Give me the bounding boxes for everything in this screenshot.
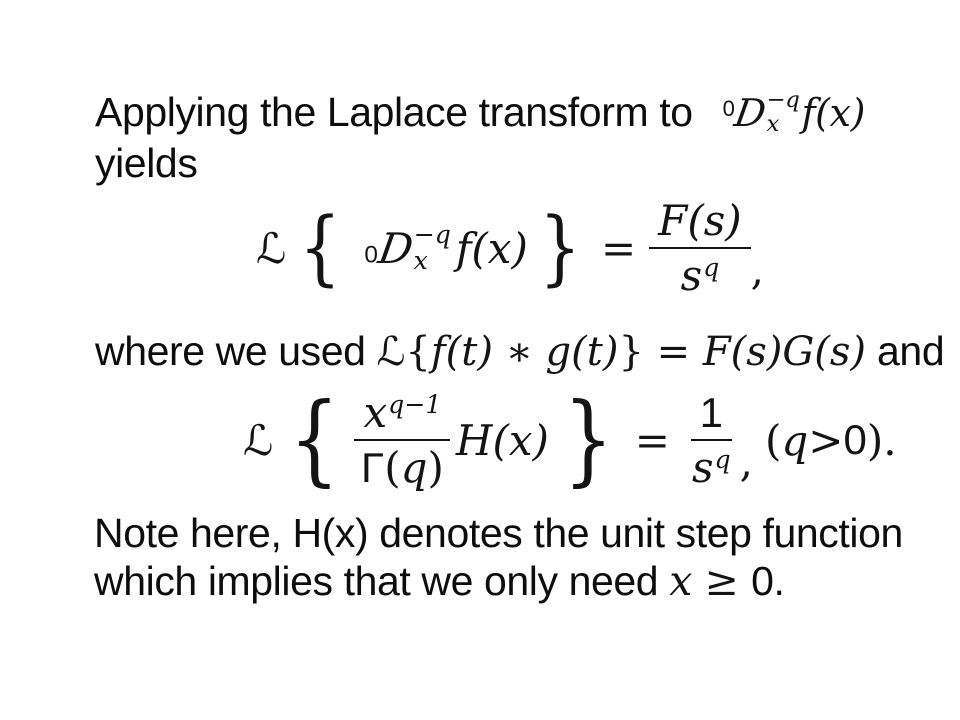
fraction-denominator xyxy=(352,441,453,491)
left-brace: { xyxy=(299,200,342,296)
fraction-numerator xyxy=(354,389,450,441)
greater-than: > xyxy=(808,415,844,465)
right-brace: } xyxy=(539,200,581,296)
f-of-t: f(t) xyxy=(430,329,493,375)
left-brace: { xyxy=(405,329,431,375)
fraction-xq1-over-gamma xyxy=(352,389,453,491)
intro-line2-text: yields xyxy=(95,140,198,187)
convolution-operator: ∗ xyxy=(492,329,546,375)
fraction-1-over-sq xyxy=(683,389,740,491)
fraction-numerator: 1 xyxy=(691,389,732,441)
step-function-Hx: H(x) xyxy=(455,415,549,465)
laplace-symbol: ℒ xyxy=(376,329,406,375)
math-rhs-zero-period: 0. xyxy=(751,558,785,604)
fraction-numerator: F(s) xyxy=(649,197,750,249)
fraction-denominator xyxy=(672,249,729,299)
trailing-comma: , xyxy=(739,436,753,486)
subscript-x: x xyxy=(413,246,428,275)
fraction-denominator xyxy=(683,441,740,491)
trailing-comma: , xyxy=(750,244,764,294)
paragraph-note xyxy=(94,509,934,605)
laplace-symbol: ℒ xyxy=(256,223,287,273)
gamma-symbol: Γ xyxy=(361,444,385,491)
num-exponent-q-minus-1: q−1 xyxy=(388,390,442,420)
fraction-Fs-over-sq xyxy=(649,197,750,299)
close-paren-period: ). xyxy=(866,415,897,465)
close-paren: ) xyxy=(427,443,444,492)
den-base-s: s xyxy=(680,251,703,300)
presubscript-zero: 0 xyxy=(364,242,378,270)
script-d-operator: D xyxy=(375,223,417,273)
inline-math-fractional-operator xyxy=(723,89,865,137)
operand-fx: f(x) xyxy=(801,91,865,136)
g-of-t: g(t) xyxy=(545,329,619,375)
note-line2 xyxy=(94,557,934,605)
intro-line1-text: Applying the Laplace transform to xyxy=(95,89,693,135)
right-brace: } xyxy=(618,329,644,375)
num-base-x: x xyxy=(363,387,388,437)
condition-q-positive xyxy=(765,416,897,465)
operand-fx: f(x) xyxy=(455,223,528,273)
condition-var-q: q xyxy=(781,415,809,465)
operator-group xyxy=(364,219,528,275)
script-d-operator: D xyxy=(731,91,770,136)
equation-laplace-of-power-step xyxy=(243,381,897,497)
left-brace: { xyxy=(289,381,340,497)
paragraph-intro xyxy=(95,88,925,187)
den-base-s: s xyxy=(691,443,714,492)
math-var-x: x xyxy=(669,557,692,605)
sup-sub-stack xyxy=(413,219,451,275)
inline-math-convolution xyxy=(377,329,866,375)
product-FsGs: F(s)G(s) xyxy=(702,329,867,375)
equals-sign: = xyxy=(634,415,670,465)
den-exponent-q: q xyxy=(714,445,731,475)
subscript-x: x xyxy=(766,111,780,138)
den-var-q: q xyxy=(400,443,428,492)
den-exponent-q: q xyxy=(703,253,720,283)
geq-symbol: ≥ xyxy=(691,557,752,605)
intro-line2 xyxy=(95,139,925,187)
open-paren: ( xyxy=(384,443,401,492)
zero: 0 xyxy=(843,416,867,463)
note-line1-text: Note here, H(x) denotes the unit step function xyxy=(94,510,903,556)
equals-sign: = xyxy=(600,223,637,273)
convolution-pre-text: where we used xyxy=(95,328,377,374)
equals-sign: = xyxy=(643,329,703,375)
convolution-post-text: and xyxy=(866,328,945,374)
sup-sub-stack xyxy=(767,89,800,137)
presubscript-zero: 0 xyxy=(722,96,735,122)
superscript-minus-q: −q xyxy=(766,87,800,114)
note-line1 xyxy=(94,509,934,557)
right-brace: } xyxy=(563,381,614,497)
paragraph-convolution xyxy=(95,327,945,376)
intro-line1 xyxy=(95,88,925,139)
note-line2-text: which implies that we only need xyxy=(94,558,670,604)
open-paren: ( xyxy=(765,415,782,465)
equation-laplace-of-fractional-integral xyxy=(256,195,764,300)
laplace-symbol: ℒ xyxy=(243,415,274,465)
superscript-minus-q: −q xyxy=(413,219,451,249)
